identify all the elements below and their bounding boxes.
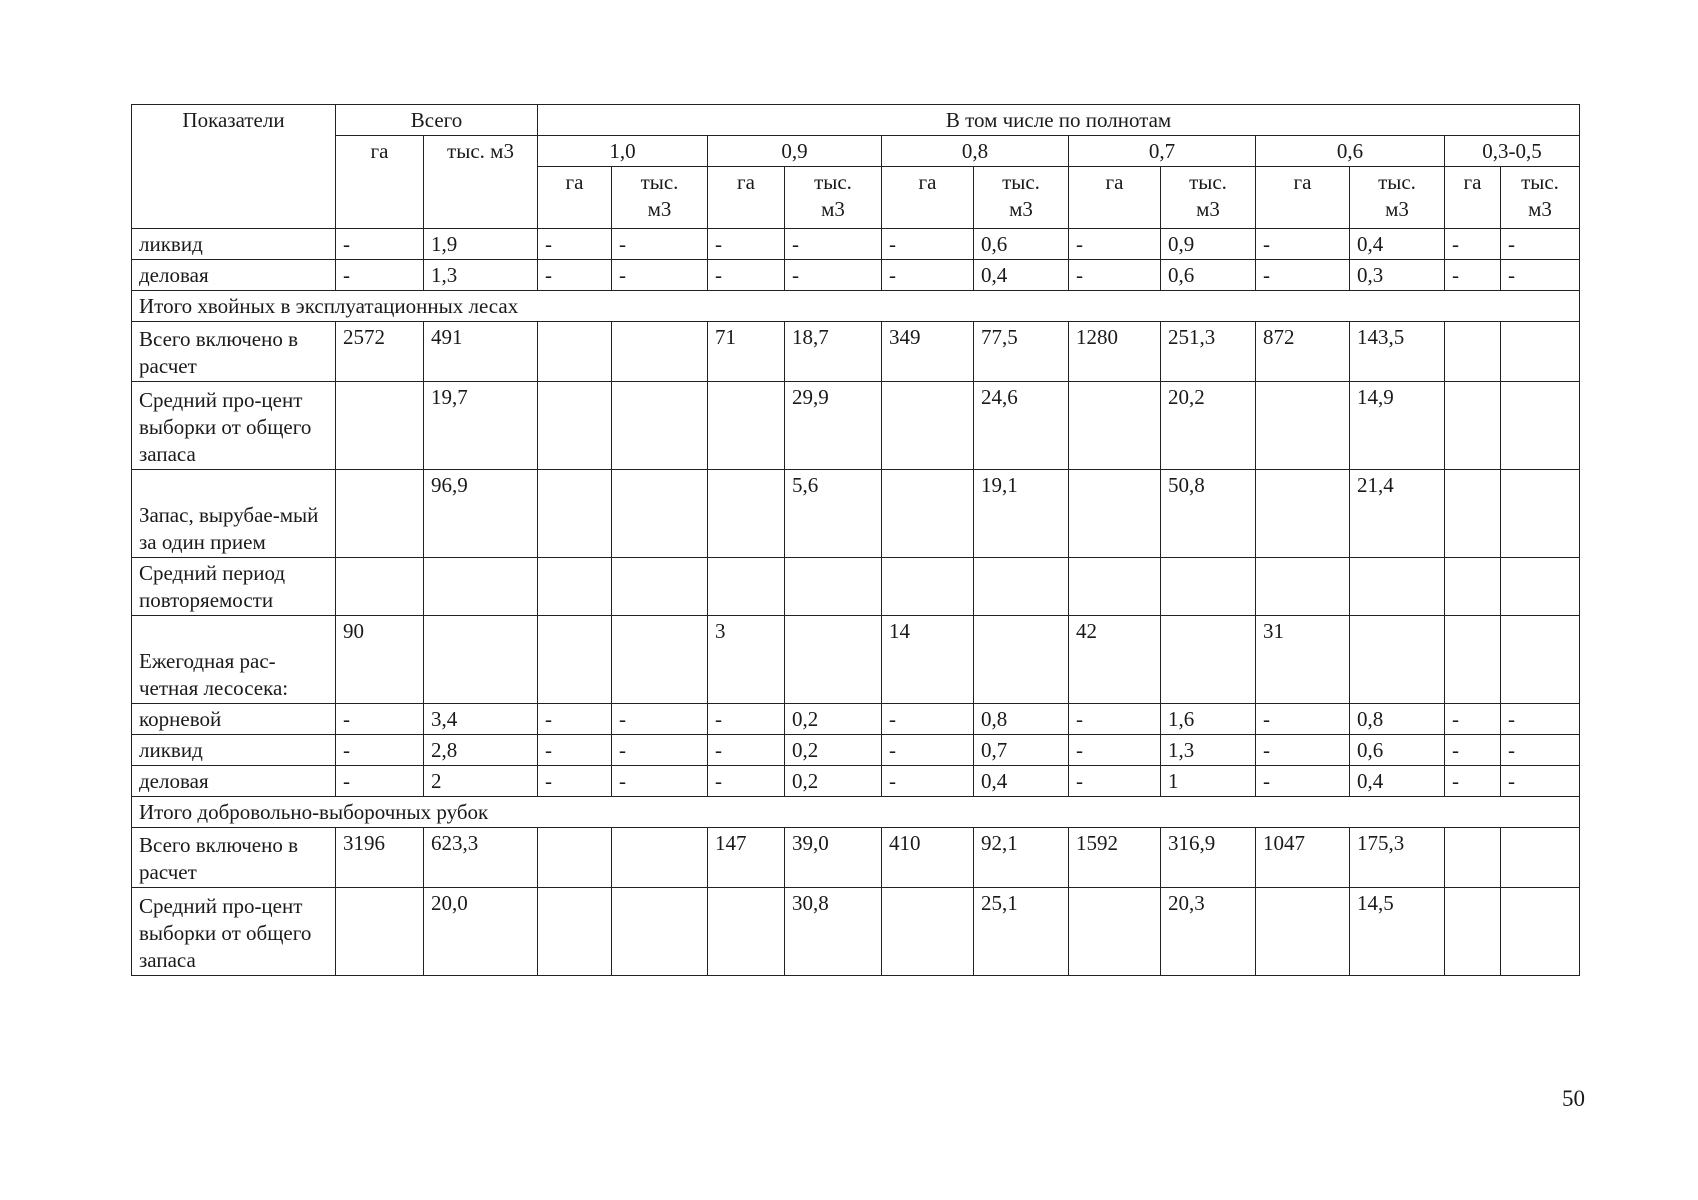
row-label: Средний про-цент выборки от общего запаса <box>132 382 336 470</box>
table-cell <box>336 470 424 558</box>
table-cell <box>974 616 1069 704</box>
table-cell: - <box>1069 735 1161 766</box>
table-cell: 14,9 <box>1350 382 1445 470</box>
table-cell: 2 <box>424 766 538 797</box>
table-cell: 0,4 <box>974 260 1069 291</box>
table-cell: 14,5 <box>1350 888 1445 976</box>
table-row <box>132 382 1580 470</box>
table-cell: 20,0 <box>424 888 538 976</box>
table-cell <box>974 558 1069 616</box>
table-cell: 42 <box>1069 616 1161 704</box>
table-cell: - <box>882 260 974 291</box>
table-cell: 50,8 <box>1161 470 1256 558</box>
table-row <box>132 260 1580 291</box>
table-cell: - <box>336 260 424 291</box>
table-cell: - <box>708 766 785 797</box>
table-cell <box>1069 888 1161 976</box>
table-cell: 3 <box>708 616 785 704</box>
table-cell: 92,1 <box>974 828 1069 888</box>
table-cell: - <box>1256 766 1350 797</box>
table-cell: 5,6 <box>785 470 882 558</box>
table-cell: 1 <box>1161 766 1256 797</box>
header-density-0-7: 0,7 <box>1069 136 1256 167</box>
table-cell: 0,2 <box>785 704 882 735</box>
table-row <box>132 735 1580 766</box>
table-cell <box>708 470 785 558</box>
table-cell <box>882 382 974 470</box>
table-cell: - <box>1069 766 1161 797</box>
table-cell: - <box>1256 735 1350 766</box>
table-cell: 21,4 <box>1350 470 1445 558</box>
table-cell: - <box>708 229 785 260</box>
subheader-ha: га <box>1069 167 1161 229</box>
table-cell: - <box>1069 229 1161 260</box>
table-cell <box>1501 558 1580 616</box>
table-cell <box>882 470 974 558</box>
table-cell: 0,2 <box>785 766 882 797</box>
table-cell <box>538 828 612 888</box>
table-cell <box>538 322 612 382</box>
header-by-density: В том числе по полнотам <box>538 105 1580 136</box>
table-cell: 24,6 <box>974 382 1069 470</box>
table-cell <box>538 470 612 558</box>
table-cell: - <box>882 704 974 735</box>
table-cell: 251,3 <box>1161 322 1256 382</box>
table-cell <box>708 382 785 470</box>
subheader-thous-m3: тыс. м3 <box>974 167 1069 229</box>
header-density-0-9: 0,9 <box>708 136 882 167</box>
table-row <box>132 616 1580 704</box>
section-row <box>132 291 1580 322</box>
table-cell: - <box>708 704 785 735</box>
header-total-ha: га <box>336 136 424 229</box>
subheader-thous-m3: тыс. м3 <box>785 167 882 229</box>
row-label: деловая <box>132 260 336 291</box>
table-cell <box>1501 828 1580 888</box>
subheader-thous-m3: тыс. м3 <box>1501 167 1580 229</box>
table-cell <box>424 558 538 616</box>
section-title: Итого хвойных в эксплуатационных лесах <box>132 291 1580 322</box>
table-cell: 316,9 <box>1161 828 1256 888</box>
table-cell: - <box>1069 260 1161 291</box>
table-cell: - <box>882 735 974 766</box>
table-cell <box>1445 470 1501 558</box>
table-cell: 0,9 <box>1161 229 1256 260</box>
table-cell <box>336 558 424 616</box>
table-cell <box>1350 616 1445 704</box>
table-cell <box>538 616 612 704</box>
table-cell: - <box>882 229 974 260</box>
table-cell: - <box>1256 229 1350 260</box>
table-cell <box>612 558 708 616</box>
table-cell: 872 <box>1256 322 1350 382</box>
table-cell: - <box>612 735 708 766</box>
row-label: ликвид <box>132 229 336 260</box>
table-cell <box>1069 470 1161 558</box>
table-cell: - <box>336 704 424 735</box>
table-cell: - <box>538 766 612 797</box>
table-cell: 96,9 <box>424 470 538 558</box>
subheader-thous-m3: тыс. м3 <box>612 167 708 229</box>
table-cell <box>1501 322 1580 382</box>
table-cell <box>1445 322 1501 382</box>
header-total: Всего <box>336 105 538 136</box>
table-cell <box>612 470 708 558</box>
table-cell: 0,6 <box>1161 260 1256 291</box>
table-cell: 0,8 <box>974 704 1069 735</box>
table-row <box>132 470 1580 558</box>
subheader-ha: га <box>1256 167 1350 229</box>
table-cell: 410 <box>882 828 974 888</box>
table-cell: 0,2 <box>785 735 882 766</box>
table-row <box>132 766 1580 797</box>
table-cell <box>336 888 424 976</box>
table-cell <box>1501 616 1580 704</box>
row-label: Средний период повторяемости <box>132 558 336 616</box>
table-cell: 0,6 <box>974 229 1069 260</box>
table-cell <box>1445 888 1501 976</box>
table-cell <box>612 322 708 382</box>
table-cell: 30,8 <box>785 888 882 976</box>
table-cell <box>785 616 882 704</box>
table-cell: - <box>1445 766 1501 797</box>
table-cell: 19,1 <box>974 470 1069 558</box>
table-cell: 143,5 <box>1350 322 1445 382</box>
table-cell <box>1445 382 1501 470</box>
table-cell: 18,7 <box>785 322 882 382</box>
table-cell: 2572 <box>336 322 424 382</box>
table-cell: - <box>1256 704 1350 735</box>
subheader-ha: га <box>708 167 785 229</box>
table-cell: 0,7 <box>974 735 1069 766</box>
table-cell <box>708 888 785 976</box>
table-cell: - <box>538 229 612 260</box>
table-cell <box>538 382 612 470</box>
table-cell: - <box>538 260 612 291</box>
table-cell <box>538 558 612 616</box>
table-cell <box>1350 558 1445 616</box>
table-cell: 349 <box>882 322 974 382</box>
table-cell: 39,0 <box>785 828 882 888</box>
table-cell <box>1069 558 1161 616</box>
table-cell: 147 <box>708 828 785 888</box>
row-label: ликвид <box>132 735 336 766</box>
row-label: Средний про-цент выборки от общего запаса <box>132 888 336 976</box>
table-cell: 1,3 <box>424 260 538 291</box>
table-cell: 29,9 <box>785 382 882 470</box>
table-cell: 0,4 <box>974 766 1069 797</box>
table-cell: 90 <box>336 616 424 704</box>
table-row <box>132 229 1580 260</box>
table-cell <box>612 616 708 704</box>
table-cell <box>538 888 612 976</box>
table-cell: 1,6 <box>1161 704 1256 735</box>
table-cell: 25,1 <box>974 888 1069 976</box>
table-cell <box>1256 470 1350 558</box>
header-density-0-6: 0,6 <box>1256 136 1445 167</box>
table-cell <box>1445 558 1501 616</box>
table-cell <box>1501 470 1580 558</box>
header-density-1-0: 1,0 <box>538 136 708 167</box>
table-cell: 175,3 <box>1350 828 1445 888</box>
table-cell: 20,3 <box>1161 888 1256 976</box>
table-cell <box>1069 382 1161 470</box>
table-row <box>132 704 1580 735</box>
table-cell: 31 <box>1256 616 1350 704</box>
table-cell <box>1161 558 1256 616</box>
table-cell: 77,5 <box>974 322 1069 382</box>
table-cell <box>785 558 882 616</box>
table-cell: 0,4 <box>1350 229 1445 260</box>
table-cell: 3196 <box>336 828 424 888</box>
table-cell: - <box>336 766 424 797</box>
table-cell: 0,6 <box>1350 735 1445 766</box>
table-cell: - <box>336 229 424 260</box>
table-cell: 491 <box>424 322 538 382</box>
table-cell: 1047 <box>1256 828 1350 888</box>
table-cell: 71 <box>708 322 785 382</box>
subheader-thous-m3: тыс. м3 <box>1161 167 1256 229</box>
table-cell: 623,3 <box>424 828 538 888</box>
row-label: Всего включено в расчет <box>132 828 336 888</box>
table-cell <box>1256 382 1350 470</box>
table-cell: - <box>1445 704 1501 735</box>
row-label: Ежегодная рас-четная лесосека: <box>132 616 336 704</box>
table-cell: 19,7 <box>424 382 538 470</box>
table-row <box>132 888 1580 976</box>
table-row <box>132 322 1580 382</box>
table-cell: - <box>1501 229 1580 260</box>
table-cell: - <box>785 229 882 260</box>
table-cell <box>882 888 974 976</box>
forest-density-table <box>131 104 1580 976</box>
table-cell <box>1256 888 1350 976</box>
table-cell: 0,4 <box>1350 766 1445 797</box>
table-cell: - <box>1069 704 1161 735</box>
header-density-0-3-0-5: 0,3-0,5 <box>1445 136 1580 167</box>
table-cell: - <box>1445 735 1501 766</box>
table-cell: - <box>538 704 612 735</box>
table-cell: - <box>1501 735 1580 766</box>
table-cell: 14 <box>882 616 974 704</box>
subheader-ha: га <box>882 167 974 229</box>
row-label: Запас, вырубае-мый за один прием <box>132 470 336 558</box>
table-cell <box>612 382 708 470</box>
row-label: корневой <box>132 704 336 735</box>
table-cell: - <box>1501 704 1580 735</box>
table-cell: 1,9 <box>424 229 538 260</box>
section-row <box>132 797 1580 828</box>
table-cell <box>612 828 708 888</box>
table-row <box>132 828 1580 888</box>
table-cell <box>1501 382 1580 470</box>
table-cell: - <box>612 704 708 735</box>
table-cell: - <box>1501 766 1580 797</box>
table-cell: - <box>785 260 882 291</box>
table-cell: 0,3 <box>1350 260 1445 291</box>
table-cell: 0,8 <box>1350 704 1445 735</box>
table-cell: - <box>1445 229 1501 260</box>
table-cell: - <box>612 229 708 260</box>
section-title: Итого добровольно-выборочных рубок <box>132 797 1580 828</box>
table-cell: - <box>708 260 785 291</box>
table-cell: - <box>1501 260 1580 291</box>
table-cell: - <box>538 735 612 766</box>
table-cell <box>882 558 974 616</box>
table-cell: - <box>882 766 974 797</box>
table-cell: 2,8 <box>424 735 538 766</box>
table-cell: - <box>1256 260 1350 291</box>
header-density-0-8: 0,8 <box>882 136 1069 167</box>
header-total-m3: тыс. м3 <box>424 136 538 229</box>
table-cell: - <box>612 766 708 797</box>
table-cell <box>336 382 424 470</box>
table-cell: - <box>1445 260 1501 291</box>
table-cell: - <box>612 260 708 291</box>
table-cell <box>1445 828 1501 888</box>
table-cell: - <box>336 735 424 766</box>
row-label: деловая <box>132 766 336 797</box>
table-cell: - <box>708 735 785 766</box>
subheader-ha: га <box>1445 167 1501 229</box>
subheader-thous-m3: тыс. м3 <box>1350 167 1445 229</box>
table-cell <box>1501 888 1580 976</box>
table-cell: 1280 <box>1069 322 1161 382</box>
table-cell: 20,2 <box>1161 382 1256 470</box>
page-number: 50 <box>1562 1086 1585 1111</box>
table-cell: 3,4 <box>424 704 538 735</box>
table-row <box>132 558 1580 616</box>
table-cell: 1592 <box>1069 828 1161 888</box>
subheader-ha: га <box>538 167 612 229</box>
table-cell <box>612 888 708 976</box>
table-cell <box>1445 616 1501 704</box>
header-indicators: Показатели <box>132 105 336 229</box>
table-cell <box>1256 558 1350 616</box>
table-cell <box>708 558 785 616</box>
report-sheet <box>131 104 1579 976</box>
row-label: Всего включено в расчет <box>132 322 336 382</box>
table-cell: 1,3 <box>1161 735 1256 766</box>
table-cell <box>1161 616 1256 704</box>
table-cell <box>424 616 538 704</box>
